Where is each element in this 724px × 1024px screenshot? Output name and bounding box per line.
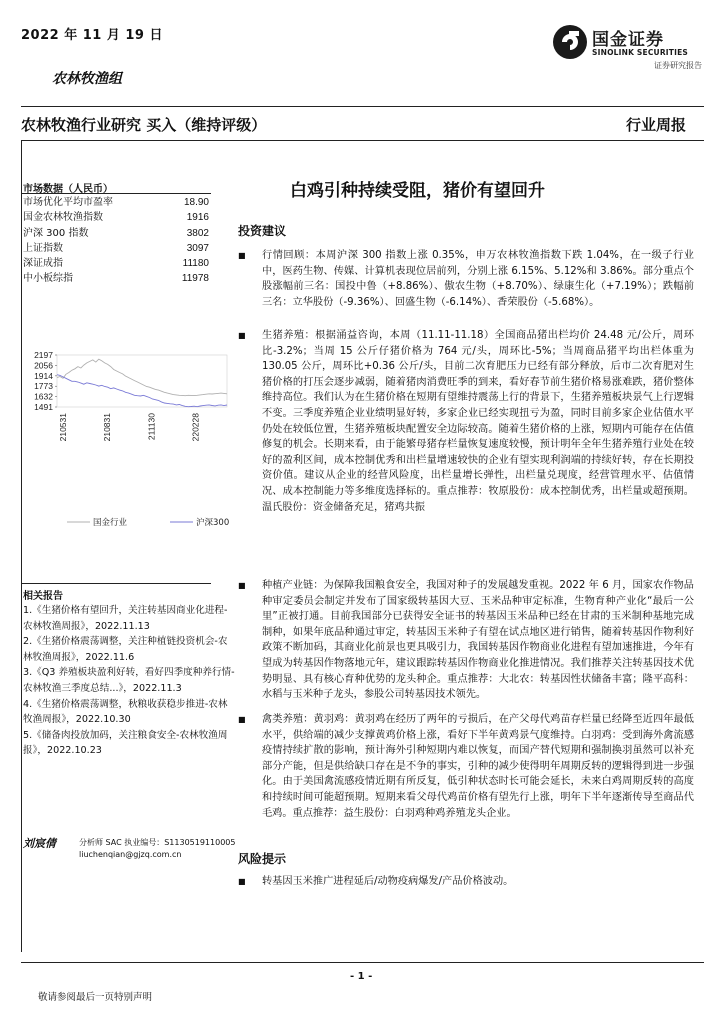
market-label: 中小板综指 xyxy=(23,273,73,285)
legend-label: 国金行业 xyxy=(93,518,128,528)
logo-text-en: SINOLINK SECURITIES xyxy=(592,48,689,57)
market-value: 3802 xyxy=(186,227,209,239)
analyst-email[interactable]: liuchenqian@gjzq.com.cn xyxy=(79,850,182,859)
market-data-heading: 市场数据（人民币） xyxy=(23,184,113,195)
report-type: 行业周报 xyxy=(625,116,686,134)
market-value: 11180 xyxy=(182,258,209,270)
bullet-square-icon: ■ xyxy=(238,581,246,590)
market-divider xyxy=(21,193,211,194)
related-report-item[interactable]: 2.《生猪价格震荡调整，关注种植链投资机会-农林牧渔周报》，2022.11.6 xyxy=(23,636,228,663)
market-label: 沪深 300 指数 xyxy=(23,227,89,239)
bullet-market-review xyxy=(238,248,694,310)
sinolink-logo-icon xyxy=(552,24,588,60)
market-row xyxy=(23,195,209,210)
related-report-item[interactable]: 4.《生猪价格震荡调整，秋粮收获稳步推进-农林牧渔周报》，2022.10.30 xyxy=(23,698,228,726)
market-row xyxy=(23,256,209,271)
market-row xyxy=(23,210,209,225)
market-row xyxy=(23,241,209,256)
page-number: - 1 - xyxy=(350,971,373,982)
analyst-name: 刘宸倩 xyxy=(23,837,56,850)
market-label: 上证指数 xyxy=(23,242,63,254)
market-value: 1916 xyxy=(186,212,209,224)
market-label: 市场优化平均市盈率 xyxy=(23,197,113,208)
analyst-cert: 分析师 SAC 执业编号：S1130519110005 xyxy=(79,838,236,847)
main-title: 白鸡引种持续受阻，猪价有望回升 xyxy=(290,181,545,201)
related-report-item[interactable]: 5.《储备肉投放加码，关注粮食安全-农林牧渔周报》，2022.10.23 xyxy=(23,729,228,757)
x-tick-label: 211130 xyxy=(146,413,157,441)
header-divider-top xyxy=(21,106,704,107)
series-line-1 xyxy=(57,375,227,407)
y-tick-label: 1491 xyxy=(34,402,53,412)
footer-divider xyxy=(21,962,704,963)
market-value: 3097 xyxy=(186,242,209,254)
bullet-poultry xyxy=(238,712,694,821)
bullet-square-icon: ■ xyxy=(238,251,246,260)
x-tick-label: 210831 xyxy=(102,413,113,442)
related-reports-list xyxy=(23,603,235,759)
bullet-square-icon: ■ xyxy=(238,715,246,724)
market-label: 深证成指 xyxy=(23,258,63,270)
bullet-text: 生猪养殖：根据涌益咨询，本周（11.11-11.18）全国商品猪出栏均价 24.48 元/公斤，周环比-3.2%；当周 15 公斤仔猪价格为 764 元/头，周环比-5%；当周商品猪平均出栏体重为 130.05 公斤，周环比+0.36 公斤/头，目前二次育肥压力已经有部分释放，后市二次育肥对生猪价格的打压会逐步减弱，随着猪肉消费旺季的到来，看好春节前生猪价格易涨难跌，猪价整体维持高位。我们认为在生猪价格在短期有望维持震荡上行的背景下，生猪养殖板块景气上行逻辑不变。三季度养殖企业业绩明显好转，多家企业已经实现扭亏为盈，同时目前多家企业估值水平仍处在较低位置，生猪养殖板块配置安全边际较高。随着生猪价格的上涨，短期内可能存在估值修复的机会。长期来看，由于能繁母猪存栏量恢复速度较慢，预计明年全年生猪养殖行业处在较好的盈利区间，成本控制优秀和出栏量增速较快的企业有望实现利润端的持续好转，存在长期投资价值。建议从企业的经营风险度，出栏量增长弹性，出栏量兑现度，经营管理水平、估值情况、成本控制能力等多维度选择标的。重点推荐：牧原股份：成本控制优秀，出栏量或超预期。温氏股份：资金储备充足，猪鸡共振 xyxy=(262,330,694,513)
x-tick-label: 220228 xyxy=(190,413,201,442)
risk-heading: 风险提示 xyxy=(238,852,287,866)
legend-label: 沪深300 xyxy=(196,518,230,528)
bullet-text: 禽类养殖：黄羽鸡：黄羽鸡在经历了两年的亏损后，在产父母代鸡苗存栏量已经降至近四年最低水平，供给端的减少支撑黄鸡价格上涨，看好下半年黄鸡景气度维持。白羽鸡：受到海外禽流感疫情持续扩散的影响，预计海外引种短期内难以恢复，而国产替代短期和强制换羽虽然可以补充部分产能，但是供给缺口存在是不争的事实，引种的减少使得明年周期反转的逻辑得到进一步强化。由于美国禽流感疫情近期有所反复，低引种状态时长可能会延长，未来白鸡周期反转的高度和持续时间可能超预期。短期来看父母代鸡苗价格有望先行上涨，明年下半年逐渐传导至商品代毛鸡。重点推荐：益生股份：白羽鸡种鸡养殖龙头企业。 xyxy=(262,714,694,819)
header-divider-bottom xyxy=(21,140,704,141)
logo-subtitle: 证券研究报告 xyxy=(654,61,702,70)
market-value: 18.90 xyxy=(183,197,209,208)
market-value: 11978 xyxy=(181,273,209,285)
related-divider xyxy=(21,583,211,584)
report-title: 农林牧渔行业研究 买入（维持评级） xyxy=(21,116,267,134)
market-label: 国金农林牧渔指数 xyxy=(23,212,103,224)
bullet-text: 种植产业链：为保障我国粮食安全，我国对种子的发展越发重视。2022 年 6 月，国家农作物品种审定委员会制定并发布了国家级转基因大豆、玉米品种审定标准，生物育种产业化“最后一公里”正被打通。目前我国部分已获得安全证书的转基因玉米品种已经在甘肃的玉米制种基地完成制种，如果年底品种通过审定，转基因玉米种子有望在试点地区进行销售，随着转基因作物利好政策不断加码，其商业化前景也更具吸引力，我国转基因作物商业化进程有望加速推进，今年有望成为转基因作物落地元年，建议跟踪转基因作物商业化推进情况。我们推荐关注转基因技术优势明显、具有核心育种优势的龙头种企。重点推荐：大北农：转基因性状储备丰富；隆平高科：水稻与玉米种子龙头，参股公司转基因技术领先。 xyxy=(262,580,694,701)
y-tick-label: 1773 xyxy=(34,381,53,392)
bullet-square-icon: ■ xyxy=(238,331,246,340)
market-row xyxy=(23,226,209,241)
company-logo xyxy=(552,24,702,64)
research-group: 农林牧渔组 xyxy=(52,71,122,87)
bullet-planting-chain xyxy=(238,578,694,703)
y-tick-label: 2056 xyxy=(34,360,53,371)
market-row xyxy=(23,271,209,286)
y-tick-label: 1914 xyxy=(34,370,53,381)
report-date: 2022 年 11 月 19 日 xyxy=(21,28,163,43)
y-tick-label: 2197 xyxy=(34,350,53,360)
chart-plot-frame xyxy=(57,355,227,407)
bullet-pig-farming xyxy=(238,328,694,515)
y-tick-label: 1632 xyxy=(34,391,53,402)
related-reports-heading: 相关报告 xyxy=(23,591,63,602)
bullet-risk xyxy=(238,874,694,890)
bullet-square-icon: ■ xyxy=(238,877,246,886)
related-report-item[interactable]: 1.《生猪价格有望回升，关注转基因商业化进程-农林牧渔周报》，2022.11.13 xyxy=(23,605,228,632)
market-data-table xyxy=(23,195,209,287)
index-line-chart xyxy=(22,345,240,530)
logo-text-cn: 国金证券 xyxy=(592,30,664,50)
related-report-item[interactable]: 3.《Q3 养殖板块盈利好转，看好四季度种养行情-农林牧渔三季度总结...》，2022.11.3 xyxy=(23,667,235,694)
left-margin-line xyxy=(21,140,22,952)
x-tick-label: 210531 xyxy=(58,413,68,442)
invest-heading: 投资建议 xyxy=(238,224,287,238)
bullet-text: 行情回顾：本周沪深 300 指数上涨 0.35%，申万农林牧渔指数下跌 1.04%，在一级子行业中，医药生物、传媒、计算机表现位居前列，分别上涨 6.15%、5.12%和 3.86%。部分重点个股涨幅前三名：国投中鲁（+8.86%）、傲农生物（+8.70%）、绿康生化（+7.19%）；跌幅前三名：立华股份（-9.36%）、回盛生物（-6.14%）、香荣股份（-5.68%）。 xyxy=(262,250,694,308)
bullet-text: 转基因玉米推广进程延后/动物疫病爆发/产品价格波动。 xyxy=(262,876,514,887)
series-line-0 xyxy=(57,359,227,396)
disclaimer-note: 敬请参阅最后一页特别声明 xyxy=(38,992,153,1003)
